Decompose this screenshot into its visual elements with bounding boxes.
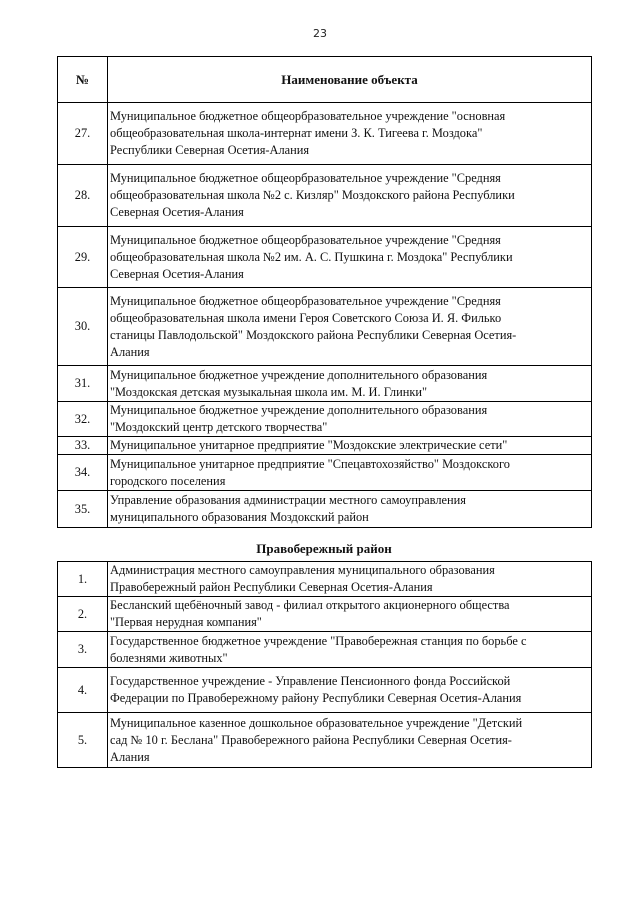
table-row [58,455,592,491]
row-name: Муниципальное бюджетное общеорбразовательное учреждение "Средняя общеобразовательная школа №2 с. Кизляр" Моздокского района Республики Северная Осетия-Алания [108,165,592,227]
row-name: Муниципальное унитарное предприятие "Спецавтохозяйство" Моздокского городского поселения [108,455,592,491]
row-number: 29. [58,227,108,288]
column-header-name: Наименование объекта [108,57,592,103]
row-name: Муниципальное бюджетное учреждение дополнительного образования "Моздокская детская музыкальная школа им. М. И. Глинки" [108,366,592,402]
row-number: 34. [58,455,108,491]
row-number: 4. [58,668,108,713]
table-row [58,491,592,528]
section-objects-table [57,561,592,768]
row-name: Управление образования администрации местного самоуправления муниципального образования Моздокский район [108,491,592,528]
row-name: Государственное бюджетное учреждение "Правобережная станция по борьбе с болезнями животных" [108,632,592,668]
objects-table [57,56,592,528]
row-name: Муниципальное бюджетное общеорбразовательное учреждение "Средняя общеобразовательная школа №2 им. А. С. Пушкина г. Моздока" Республики Северная Осетия-Алания [108,227,592,288]
table-row [58,632,592,668]
table-row [58,227,592,288]
row-number: 32. [58,402,108,437]
table-row [58,402,592,437]
table-row [58,562,592,597]
page-number: 23 [313,27,327,40]
row-number: 27. [58,103,108,165]
row-name: Муниципальное бюджетное общеорбразовательное учреждение "основная общеобразовательная школа-интернат имени З. К. Тигеева г. Моздока" Республики Северная Осетия-Алания [108,103,592,165]
row-name: Муниципальное бюджетное учреждение дополнительного образования "Моздокский центр детского творчества" [108,402,592,437]
row-number: 33. [58,437,108,455]
table-row [58,668,592,713]
table-row [58,165,592,227]
row-number: 1. [58,562,108,597]
row-name: Муниципальное казенное дошкольное образовательное учреждение "Детский сад № 10 г. Беслана" Правобережного района Республики Северная Осетия- Алания [108,713,592,768]
row-number: 35. [58,491,108,528]
row-name: Муниципальное унитарное предприятие "Моздокские электрические сети" [108,437,592,455]
row-number: 5. [58,713,108,768]
table-row [58,103,592,165]
section-title: Правобережный район [256,541,392,556]
row-number: 28. [58,165,108,227]
table-header-row [58,57,592,103]
row-number: 2. [58,597,108,632]
table-row [58,597,592,632]
row-name: Государственное учреждение - Управление Пенсионного фонда Российской Федерации по Правобережному району Республики Северная Осетия-Алания [108,668,592,713]
table-row [58,366,592,402]
row-number: 31. [58,366,108,402]
row-name: Администрация местного самоуправления муниципального образования Правобережный район Республики Северная Осетия-Алания [108,562,592,597]
row-name: Муниципальное бюджетное общеорбразовательное учреждение "Средняя общеобразовательная школа имени Героя Советского Союза И. Я. Филько станицы Павлодольской" Моздокского района Республики Северная Осетия- Алания [108,288,592,366]
column-header-number: № [58,57,108,103]
table-row [58,437,592,455]
row-number: 30. [58,288,108,366]
table-row [58,713,592,768]
table-row [58,288,592,366]
row-name: Бесланский щебёночный завод - филиал открытого акционерного общества "Первая нерудная компания" [108,597,592,632]
row-number: 3. [58,632,108,668]
